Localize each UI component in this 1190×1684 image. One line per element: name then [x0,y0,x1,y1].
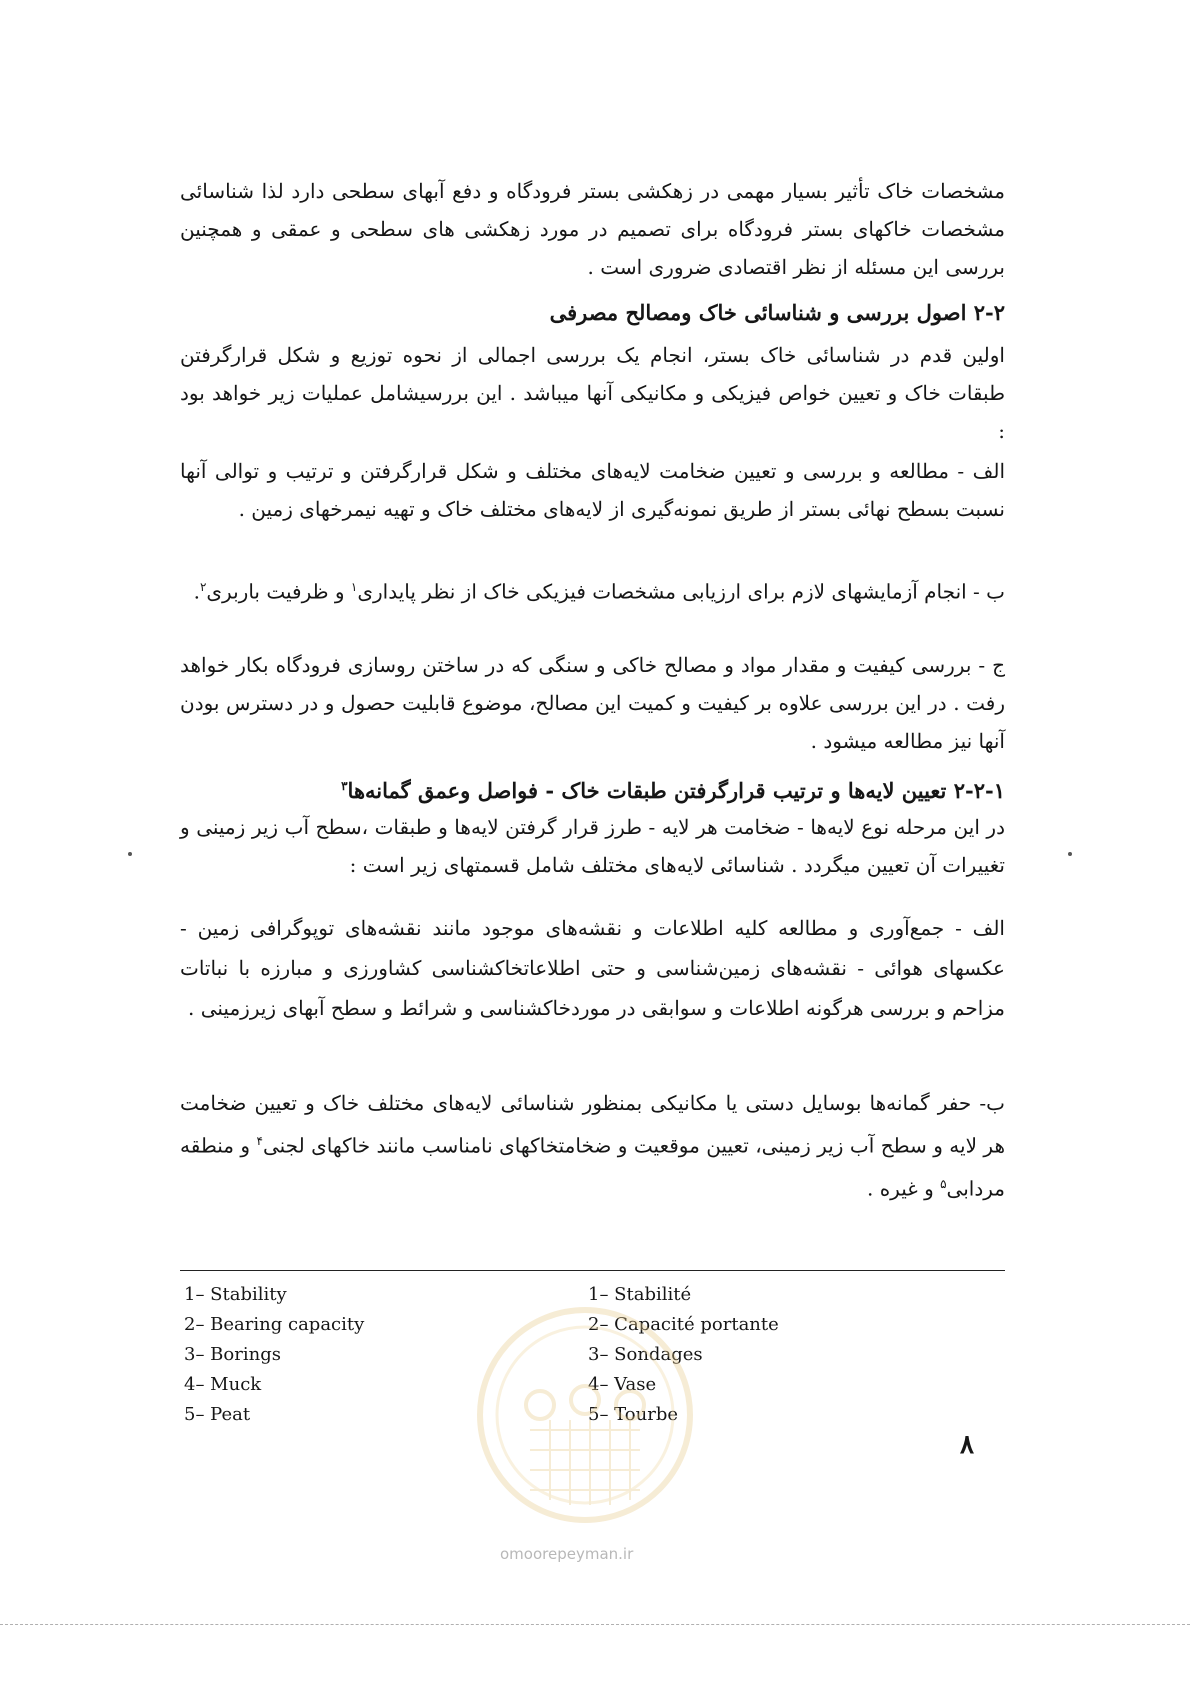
item-be-2-text2: و منطقه مردابی [180,1133,1005,1201]
section-heading-2-2-1-text: ۲-۲-۱ تعیین لایه‌ها و ترتیب قرارگرفتن طبقات خاک - فواصل وعمق گمانه‌ها [347,778,1005,803]
footnote-ref-2: ۲ [199,580,207,594]
item-be-1-end: . [193,579,200,604]
footnote-fr: 1– Stabilité [588,1284,692,1305]
footnote-ref-1: ۱ [350,580,358,594]
footnote-fr: 2– Capacité portante [588,1314,779,1335]
watermark-logo-icon [470,1300,700,1530]
scan-speck [1068,852,1072,856]
section-2-2-1-body: در این مرحله نوع لایه‌ها - ضخامت هر لایه - طرز قرار گرفتن لایه‌ها و طبقات ،سطح آب زیر زمینی و تغییرات آن تعیین میگردد . شناسائی لایه‌های مختلف شامل قسمتهای زیر است : [180,815,1005,877]
footnote-fr: 3– Sondages [588,1344,703,1365]
scan-speck [128,852,132,856]
footnote-en: 2– Bearing capacity [184,1314,365,1335]
item-be-2-end: و غیره . [866,1176,941,1201]
footnote-ref-5: ۵ [940,1176,947,1191]
item-be-2-text: ب- حفر گمانه‌ها بوسایل دستی یا مکانیکی بمنظور شناسائی لایه‌های مختلف خاک و تعیین ضخامت هر لایه و سطح آب زیر زمینی، تعیین موقعیت و ضخامتخاکهای نامناسب مانند خاکهای لجنی [180,1091,1005,1158]
item-be-1-text: ب - انجام آزمایشهای لازم برای ارزیابی مشخصات فیزیکی خاک از نظر پایداری [357,579,1005,604]
section-heading-2-2-1 [180,766,1005,811]
footnote-ref-4: ۴ [256,1134,263,1148]
footnote-en: 5– Peat [184,1404,251,1425]
section-2-2-body: اولین قدم در شناسائی خاک بستر، انجام یک بررسی اجمالی از نحوه توزیع و شکل قرارگرفتن طبقات خاک و تعیین خواص فیزیکی و مکانیکی آنها میباشد . این بررسیشامل عملیات زیر خواهد بود : [180,343,1005,443]
footnotes-english [184,1280,484,1430]
item-be-2 [180,1084,1005,1207]
watermark-url: omoorepeyman.ir [500,1545,634,1563]
item-alef-2: الف - جمع‌آوری و مطالعه کلیه اطلاعات و نقشه‌های موجود مانند نقشه‌های توپوگرافی زمین - عکسهای هوائی - نقشه‌های زمین‌شناسی و حتی اطلاعاتخاکشناسی کشاورزی و مبارزه با نباتات مزاحم و بررسی هرگونه اطلاعات و سوابقی در موردخاکشناسی و شرائط و سطح آبهای زیرزمینی . [180,916,1005,1020]
item-alef-1: الف - مطالعه و بررسی و تعیین ضخامت لایه‌های مختلف و شکل قرارگرفتن و ترتیب و توالی آنها نسبت بسطح نهائی بستر از طریق نمونه‌گیری از لایه‌های مختلف خاک و تهیه نیمرخهای زمین . [180,459,1005,521]
footnote-fr: 5– Tourbe [588,1404,678,1425]
item-be-1 [180,568,1005,611]
page-number: ۸ [960,1430,974,1460]
intro-paragraph: مشخصات خاک تأثیر بسیار مهمی در زهکشی بستر فرودگاه و دفع آبهای سطحی دارد لذا شناسائی مشخصات خاکهای بستر فرودگاه برای تصمیم در مورد زهکشی های سطحی و عمقی و همچنین بررسی این مسئله از نظر اقتصادی ضروری است . [180,179,1005,279]
item-jim: ج - بررسی کیفیت و مقدار مواد و مصالح خاکی و سنگی که در ساختن روسازی فرودگاه بکار خواهد رفت . در این بررسی علاوه بر کیفیت و کمیت این مصالح، موضوع قابلیت حصول و در دسترس بودن آنها نیز مطالعه میشود . [180,653,1005,753]
footnote-en: 3– Borings [184,1344,281,1365]
item-be-1-text2: و ظرفیت باربری [206,579,351,604]
footnote-fr: 4– Vase [588,1374,657,1395]
footnote-ref-3: ۳ [341,779,348,793]
scan-edge [0,1624,1190,1625]
footnote-divider [180,1270,1005,1271]
footnote-en: 4– Muck [184,1374,262,1395]
section-heading-2-2: ۲-۲ اصول بررسی و شناسائی خاک ومصالح مصرفی [549,300,1005,325]
footnote-en: 1– Stability [184,1284,287,1305]
